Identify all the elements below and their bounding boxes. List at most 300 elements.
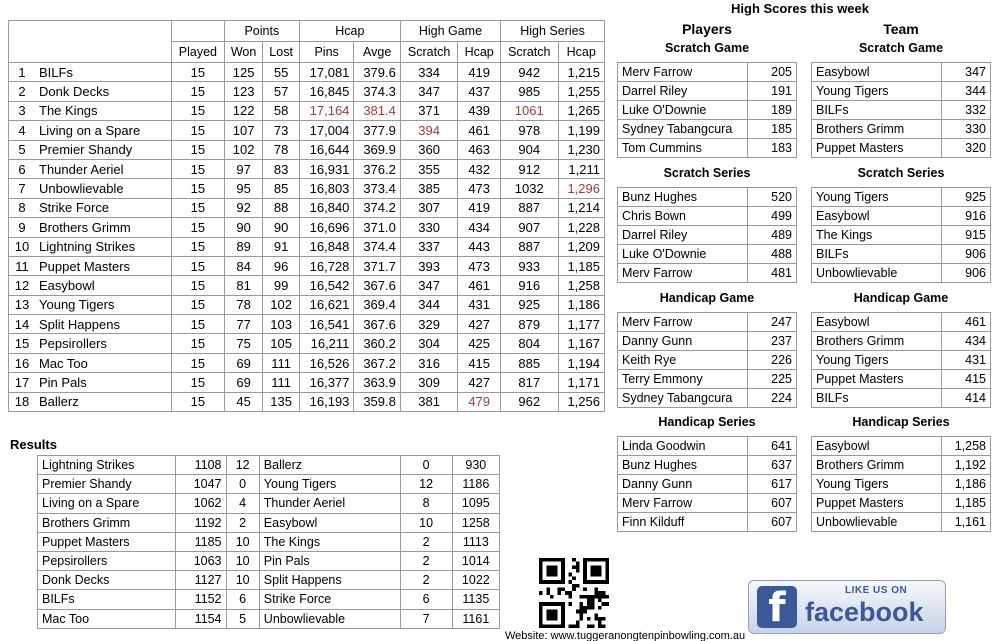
standings-played: 15 (172, 353, 225, 372)
standings-hg-hcap: 443 (458, 237, 501, 256)
standings-hg-hcap: 439 (458, 101, 501, 120)
standings-name: Brothers Grimm (35, 218, 172, 237)
score-name: Puppet Masters (812, 494, 942, 513)
score-name: Merv Farrow (618, 63, 748, 82)
standings-avge: 367.6 (354, 276, 400, 295)
standings-hs-scratch: 1032 (501, 179, 558, 198)
score-row (618, 513, 797, 532)
score-row (618, 101, 797, 120)
standings-won: 81 (224, 276, 263, 295)
standings-won: 69 (224, 373, 263, 392)
group-high-series: High Series (501, 21, 605, 42)
standings-hg-hcap: 427 (458, 373, 501, 392)
standings-rank: 12 (9, 276, 36, 295)
score-row (618, 437, 797, 456)
result-away-pins: 930 (452, 456, 499, 475)
score-value: 414 (942, 388, 991, 407)
standings-won: 92 (224, 198, 263, 217)
standings-hg-scratch: 371 (400, 101, 457, 120)
standings-hg-scratch: 393 (400, 256, 457, 275)
standings-won: 75 (224, 334, 263, 353)
result-away-team: Easybowl (259, 513, 400, 532)
standings-won: 78 (224, 295, 263, 314)
standings-lost: 85 (263, 179, 300, 198)
score-value: 488 (748, 244, 797, 263)
score-row (618, 225, 797, 244)
score-row (618, 120, 797, 139)
standings-hs-scratch: 942 (501, 63, 558, 82)
standings-name: Donk Decks (35, 82, 172, 101)
score-name: Brothers Grimm (812, 120, 942, 139)
team-heading: Team (883, 21, 919, 37)
result-away-pins: 1135 (452, 590, 499, 609)
result-away-points: 8 (400, 494, 452, 513)
standings-hg-hcap: 473 (458, 179, 501, 198)
score-value: 225 (748, 369, 797, 388)
players-scores-table (617, 312, 797, 408)
group-high-game: High Game (400, 21, 500, 42)
standings-won: 45 (224, 392, 263, 411)
result-home-pins: 1063 (175, 551, 226, 570)
standings-played: 15 (172, 218, 225, 237)
standings-pins: 17,164 (299, 101, 354, 120)
standings-rank: 5 (9, 140, 36, 159)
standings-hg-hcap: 437 (458, 82, 501, 101)
score-row (812, 494, 991, 513)
score-row (618, 82, 797, 101)
score-name: Easybowl (812, 312, 942, 331)
standings-rank: 2 (9, 82, 36, 101)
standings-avge: 374.4 (354, 237, 400, 256)
facebook-wordmark: facebook (805, 597, 924, 627)
result-away-points: 2 (400, 571, 452, 590)
standings-row (9, 334, 605, 353)
standings-lost: 57 (263, 82, 300, 101)
standings-row (9, 82, 605, 101)
standings-hs-hcap: 1,171 (558, 373, 605, 392)
standings-hs-scratch: 916 (501, 276, 558, 295)
result-home-team: Donk Decks (38, 571, 176, 590)
result-home-points: 10 (226, 551, 259, 570)
standings-hs-scratch: 904 (501, 140, 558, 159)
standings-lost: 73 (263, 121, 300, 140)
standings-hs-hcap: 1,228 (558, 218, 605, 237)
standings-lost: 83 (263, 159, 300, 178)
score-row (812, 388, 991, 407)
score-row (812, 456, 991, 475)
score-row (618, 350, 797, 369)
standings-avge: 373.4 (354, 179, 400, 198)
standings-rank: 10 (9, 237, 36, 256)
standings-lost: 55 (263, 63, 300, 82)
standings-hs-hcap: 1,258 (558, 276, 605, 295)
standings-hs-hcap: 1,214 (558, 198, 605, 217)
result-row (38, 590, 500, 609)
standings-won: 69 (224, 353, 263, 372)
standings-rank: 1 (9, 63, 36, 82)
score-row (812, 139, 991, 158)
standings-row (9, 159, 605, 178)
standings-hs-hcap: 1,255 (558, 82, 605, 101)
score-value: 183 (748, 139, 797, 158)
score-name: The Kings (812, 225, 942, 244)
result-home-team: Living on a Spare (38, 494, 176, 513)
teams-section-label: Handicap Game (853, 290, 949, 305)
standings-won: 90 (224, 218, 263, 237)
standings-rank: 14 (9, 315, 36, 334)
score-name: Keith Rye (618, 350, 748, 369)
standings-pins: 16,377 (299, 373, 354, 392)
col-avge: Avge (354, 42, 400, 63)
standings-pins: 16,840 (299, 198, 354, 217)
score-value: 906 (942, 244, 991, 263)
score-row (812, 187, 991, 206)
standings-hs-hcap: 1,186 (558, 295, 605, 314)
standings-hg-hcap: 473 (458, 256, 501, 275)
score-value: 320 (942, 139, 991, 158)
score-name: Unbowlievable (812, 513, 942, 532)
standings-rank: 11 (9, 256, 36, 275)
standings-hg-scratch: 307 (400, 198, 457, 217)
standings-rank: 4 (9, 121, 36, 140)
players-heading: Players (682, 21, 732, 37)
result-home-points: 0 (226, 475, 259, 494)
standings-played: 15 (172, 101, 225, 120)
standings-pins: 16,193 (299, 392, 354, 411)
standings-row (9, 353, 605, 372)
score-name: Danny Gunn (618, 475, 748, 494)
result-row (38, 571, 500, 590)
players-scores-table (617, 436, 797, 532)
score-value: 247 (748, 312, 797, 331)
result-home-pins: 1047 (175, 475, 226, 494)
result-home-pins: 1154 (175, 609, 226, 628)
facebook-like-text: LIKE US ON (845, 585, 908, 596)
standings-hg-hcap: 461 (458, 276, 501, 295)
result-row (38, 513, 500, 532)
standings-pins: 16,542 (299, 276, 354, 295)
result-away-pins: 1161 (452, 609, 499, 628)
standings-hg-hcap: 431 (458, 295, 501, 314)
result-home-pins: 1192 (175, 513, 226, 532)
score-value: 641 (748, 437, 797, 456)
standings-hg-scratch: 355 (400, 159, 457, 178)
score-value: 434 (942, 331, 991, 350)
standings-lost: 90 (263, 218, 300, 237)
result-away-team: Ballerz (259, 456, 400, 475)
standings-pins: 16,621 (299, 295, 354, 314)
score-value: 237 (748, 331, 797, 350)
standings-played: 15 (172, 179, 225, 198)
standings-row (9, 179, 605, 198)
standings-hs-hcap: 1,265 (558, 101, 605, 120)
standings-pins: 16,848 (299, 237, 354, 256)
facebook-like-badge[interactable] (748, 580, 946, 634)
result-row (38, 532, 500, 551)
standings-avge: 360.2 (354, 334, 400, 353)
standings-rank: 3 (9, 101, 36, 120)
standings-hg-hcap: 463 (458, 140, 501, 159)
teams-scores-table (811, 312, 991, 408)
group-hcap: Hcap (299, 21, 400, 42)
score-row (618, 312, 797, 331)
score-value: 481 (748, 263, 797, 282)
players-section-label: Scratch Game (664, 41, 750, 55)
high-scores-title: High Scores this week (731, 1, 869, 16)
result-home-points: 10 (226, 571, 259, 590)
standings-row (9, 237, 605, 256)
standings-hg-hcap: 434 (458, 218, 501, 237)
teams-scores-table (811, 62, 991, 158)
standings-lost: 58 (263, 101, 300, 120)
score-row (812, 369, 991, 388)
score-name: Darrel Riley (618, 82, 748, 101)
standings-row (9, 373, 605, 392)
standings-hg-scratch: 394 (400, 121, 457, 140)
standings-hs-hcap: 1,256 (558, 392, 605, 411)
standings-pins: 16,845 (299, 82, 354, 101)
qr-code (536, 558, 612, 628)
standings-won: 84 (224, 256, 263, 275)
score-row (812, 263, 991, 282)
result-away-points: 6 (400, 590, 452, 609)
score-name: Sydney Tabangcura (618, 120, 748, 139)
score-row (618, 369, 797, 388)
standings-won: 89 (224, 237, 263, 256)
result-away-pins: 1014 (452, 551, 499, 570)
players-section-label: Handicap Series (658, 415, 756, 430)
standings-hg-scratch: 385 (400, 179, 457, 198)
result-away-points: 2 (400, 551, 452, 570)
score-row (618, 263, 797, 282)
score-row (618, 139, 797, 158)
standings-hs-hcap: 1,230 (558, 140, 605, 159)
result-home-pins: 1152 (175, 590, 226, 609)
standings-avge: 369.9 (354, 140, 400, 159)
score-value: 915 (942, 225, 991, 244)
standings-name: Easybowl (35, 276, 172, 295)
score-name: Brothers Grimm (812, 456, 942, 475)
score-value: 637 (748, 456, 797, 475)
standings-hg-scratch: 381 (400, 392, 457, 411)
result-away-pins: 1022 (452, 571, 499, 590)
standings-name: Pepsirollers (35, 334, 172, 353)
standings-row (9, 140, 605, 159)
standings-pins: 16,931 (299, 159, 354, 178)
score-row (812, 312, 991, 331)
standings-rank: 15 (9, 334, 36, 353)
score-value: 205 (748, 63, 797, 82)
standings-row (9, 63, 605, 82)
score-name: BILFs (812, 101, 942, 120)
standings-name: Living on a Spare (35, 121, 172, 140)
standings-played: 15 (172, 276, 225, 295)
standings-played: 15 (172, 63, 225, 82)
score-value: 1,185 (942, 494, 991, 513)
result-home-team: Brothers Grimm (38, 513, 176, 532)
score-value: 191 (748, 82, 797, 101)
result-home-pins: 1185 (175, 532, 226, 551)
standings-lost: 96 (263, 256, 300, 275)
standings-row (9, 198, 605, 217)
result-home-points: 4 (226, 494, 259, 513)
standings-name: Thunder Aeriel (35, 159, 172, 178)
standings-hg-hcap: 432 (458, 159, 501, 178)
result-home-team: BILFs (38, 590, 176, 609)
standings-name: The Kings (35, 101, 172, 120)
standings-hg-scratch: 330 (400, 218, 457, 237)
score-value: 332 (942, 101, 991, 120)
standings-row (9, 101, 605, 120)
standings-rank: 7 (9, 179, 36, 198)
standings-avge: 374.3 (354, 82, 400, 101)
standings-hg-hcap: 415 (458, 353, 501, 372)
players-scores-table (617, 62, 797, 158)
result-away-pins: 1095 (452, 494, 499, 513)
score-value: 189 (748, 101, 797, 120)
result-home-team: Puppet Masters (38, 532, 176, 551)
standings-hg-scratch: 309 (400, 373, 457, 392)
standings-played: 15 (172, 334, 225, 353)
standings-rank: 9 (9, 218, 36, 237)
score-name: Brothers Grimm (812, 331, 942, 350)
result-away-points: 0 (400, 456, 452, 475)
standings-hs-scratch: 933 (501, 256, 558, 275)
result-home-team: Premier Shandy (38, 475, 176, 494)
col-hs-scratch: Scratch (501, 42, 558, 63)
standings-hs-hcap: 1,215 (558, 63, 605, 82)
results-table (37, 455, 500, 629)
group-points: Points (224, 21, 299, 42)
standings-name: Lightning Strikes (35, 237, 172, 256)
standings-row (9, 295, 605, 314)
standings-hg-hcap: 427 (458, 315, 501, 334)
score-name: Bunz Hughes (618, 456, 748, 475)
standings-lost: 103 (263, 315, 300, 334)
col-hg-hcap: Hcap (458, 42, 501, 63)
score-name: Darrel Riley (618, 225, 748, 244)
score-row (618, 63, 797, 82)
score-value: 916 (942, 206, 991, 225)
standings-hs-scratch: 887 (501, 237, 558, 256)
standings-hg-scratch: 337 (400, 237, 457, 256)
result-away-team: Thunder Aeriel (259, 494, 400, 513)
standings-lost: 78 (263, 140, 300, 159)
score-value: 461 (942, 312, 991, 331)
score-name: BILFs (812, 244, 942, 263)
result-away-team: Pin Pals (259, 551, 400, 570)
standings-hg-scratch: 329 (400, 315, 457, 334)
standings-name: Premier Shandy (35, 140, 172, 159)
standings-hs-scratch: 962 (501, 392, 558, 411)
result-row (38, 551, 500, 570)
standings-pins: 17,081 (299, 63, 354, 82)
results-title: Results (10, 437, 57, 452)
score-row (618, 244, 797, 263)
standings-played: 15 (172, 198, 225, 217)
score-name: Merv Farrow (618, 312, 748, 331)
standings-hs-hcap: 1,194 (558, 353, 605, 372)
standings-name: Young Tigers (35, 295, 172, 314)
standings-hg-hcap: 419 (458, 63, 501, 82)
standings-hg-scratch: 344 (400, 295, 457, 314)
result-home-points: 2 (226, 513, 259, 532)
score-value: 520 (748, 187, 797, 206)
score-row (618, 331, 797, 350)
score-row (812, 513, 991, 532)
teams-section-label: Scratch Game (858, 41, 944, 55)
standings-hg-scratch: 334 (400, 63, 457, 82)
standings-hg-scratch: 360 (400, 140, 457, 159)
score-name: Easybowl (812, 63, 942, 82)
result-away-team: Unbowlievable (259, 609, 400, 628)
standings-played: 15 (172, 256, 225, 275)
score-name: Finn Kilduff (618, 513, 748, 532)
score-row (812, 120, 991, 139)
standings-name: Split Happens (35, 315, 172, 334)
standings-hg-scratch: 316 (400, 353, 457, 372)
score-row (618, 494, 797, 513)
standings-avge: 371.7 (354, 256, 400, 275)
score-name: Tom Cummins (618, 139, 748, 158)
facebook-logo-icon: f (757, 586, 797, 628)
standings-pins: 17,004 (299, 121, 354, 140)
standings-pins: 16,211 (299, 334, 354, 353)
result-away-points: 12 (400, 475, 452, 494)
result-row (38, 456, 500, 475)
standings-name: BILFs (35, 63, 172, 82)
score-value: 489 (748, 225, 797, 244)
result-away-team: Strike Force (259, 590, 400, 609)
result-home-points: 12 (226, 456, 259, 475)
standings-hs-scratch: 985 (501, 82, 558, 101)
score-name: Unbowlievable (812, 263, 942, 282)
standings-played: 15 (172, 373, 225, 392)
score-row (812, 82, 991, 101)
score-value: 347 (942, 63, 991, 82)
result-home-points: 10 (226, 532, 259, 551)
standings-won: 95 (224, 179, 263, 198)
score-name: Easybowl (812, 206, 942, 225)
standings-hs-scratch: 879 (501, 315, 558, 334)
score-row (618, 206, 797, 225)
standings-lost: 88 (263, 198, 300, 217)
standings-row (9, 256, 605, 275)
score-name: Young Tigers (812, 82, 942, 101)
standings-name: Unbowlievable (35, 179, 172, 198)
score-row (618, 475, 797, 494)
result-away-pins: 1113 (452, 532, 499, 551)
score-name: Sydney Tabangcura (618, 388, 748, 407)
score-row (618, 388, 797, 407)
standings-avge: 369.4 (354, 295, 400, 314)
standings-rank: 18 (9, 392, 36, 411)
score-name: Young Tigers (812, 350, 942, 369)
result-away-team: The Kings (259, 532, 400, 551)
result-away-pins: 1186 (452, 475, 499, 494)
standings-rank: 6 (9, 159, 36, 178)
result-home-points: 6 (226, 590, 259, 609)
standings-hs-hcap: 1,209 (558, 237, 605, 256)
standings-name: Pin Pals (35, 373, 172, 392)
standings-avge: 376.2 (354, 159, 400, 178)
score-row (812, 244, 991, 263)
score-value: 330 (942, 120, 991, 139)
score-name: Luke O'Downie (618, 244, 748, 263)
score-value: 226 (748, 350, 797, 369)
standings-avge: 359.8 (354, 392, 400, 411)
standings-pins: 16,803 (299, 179, 354, 198)
